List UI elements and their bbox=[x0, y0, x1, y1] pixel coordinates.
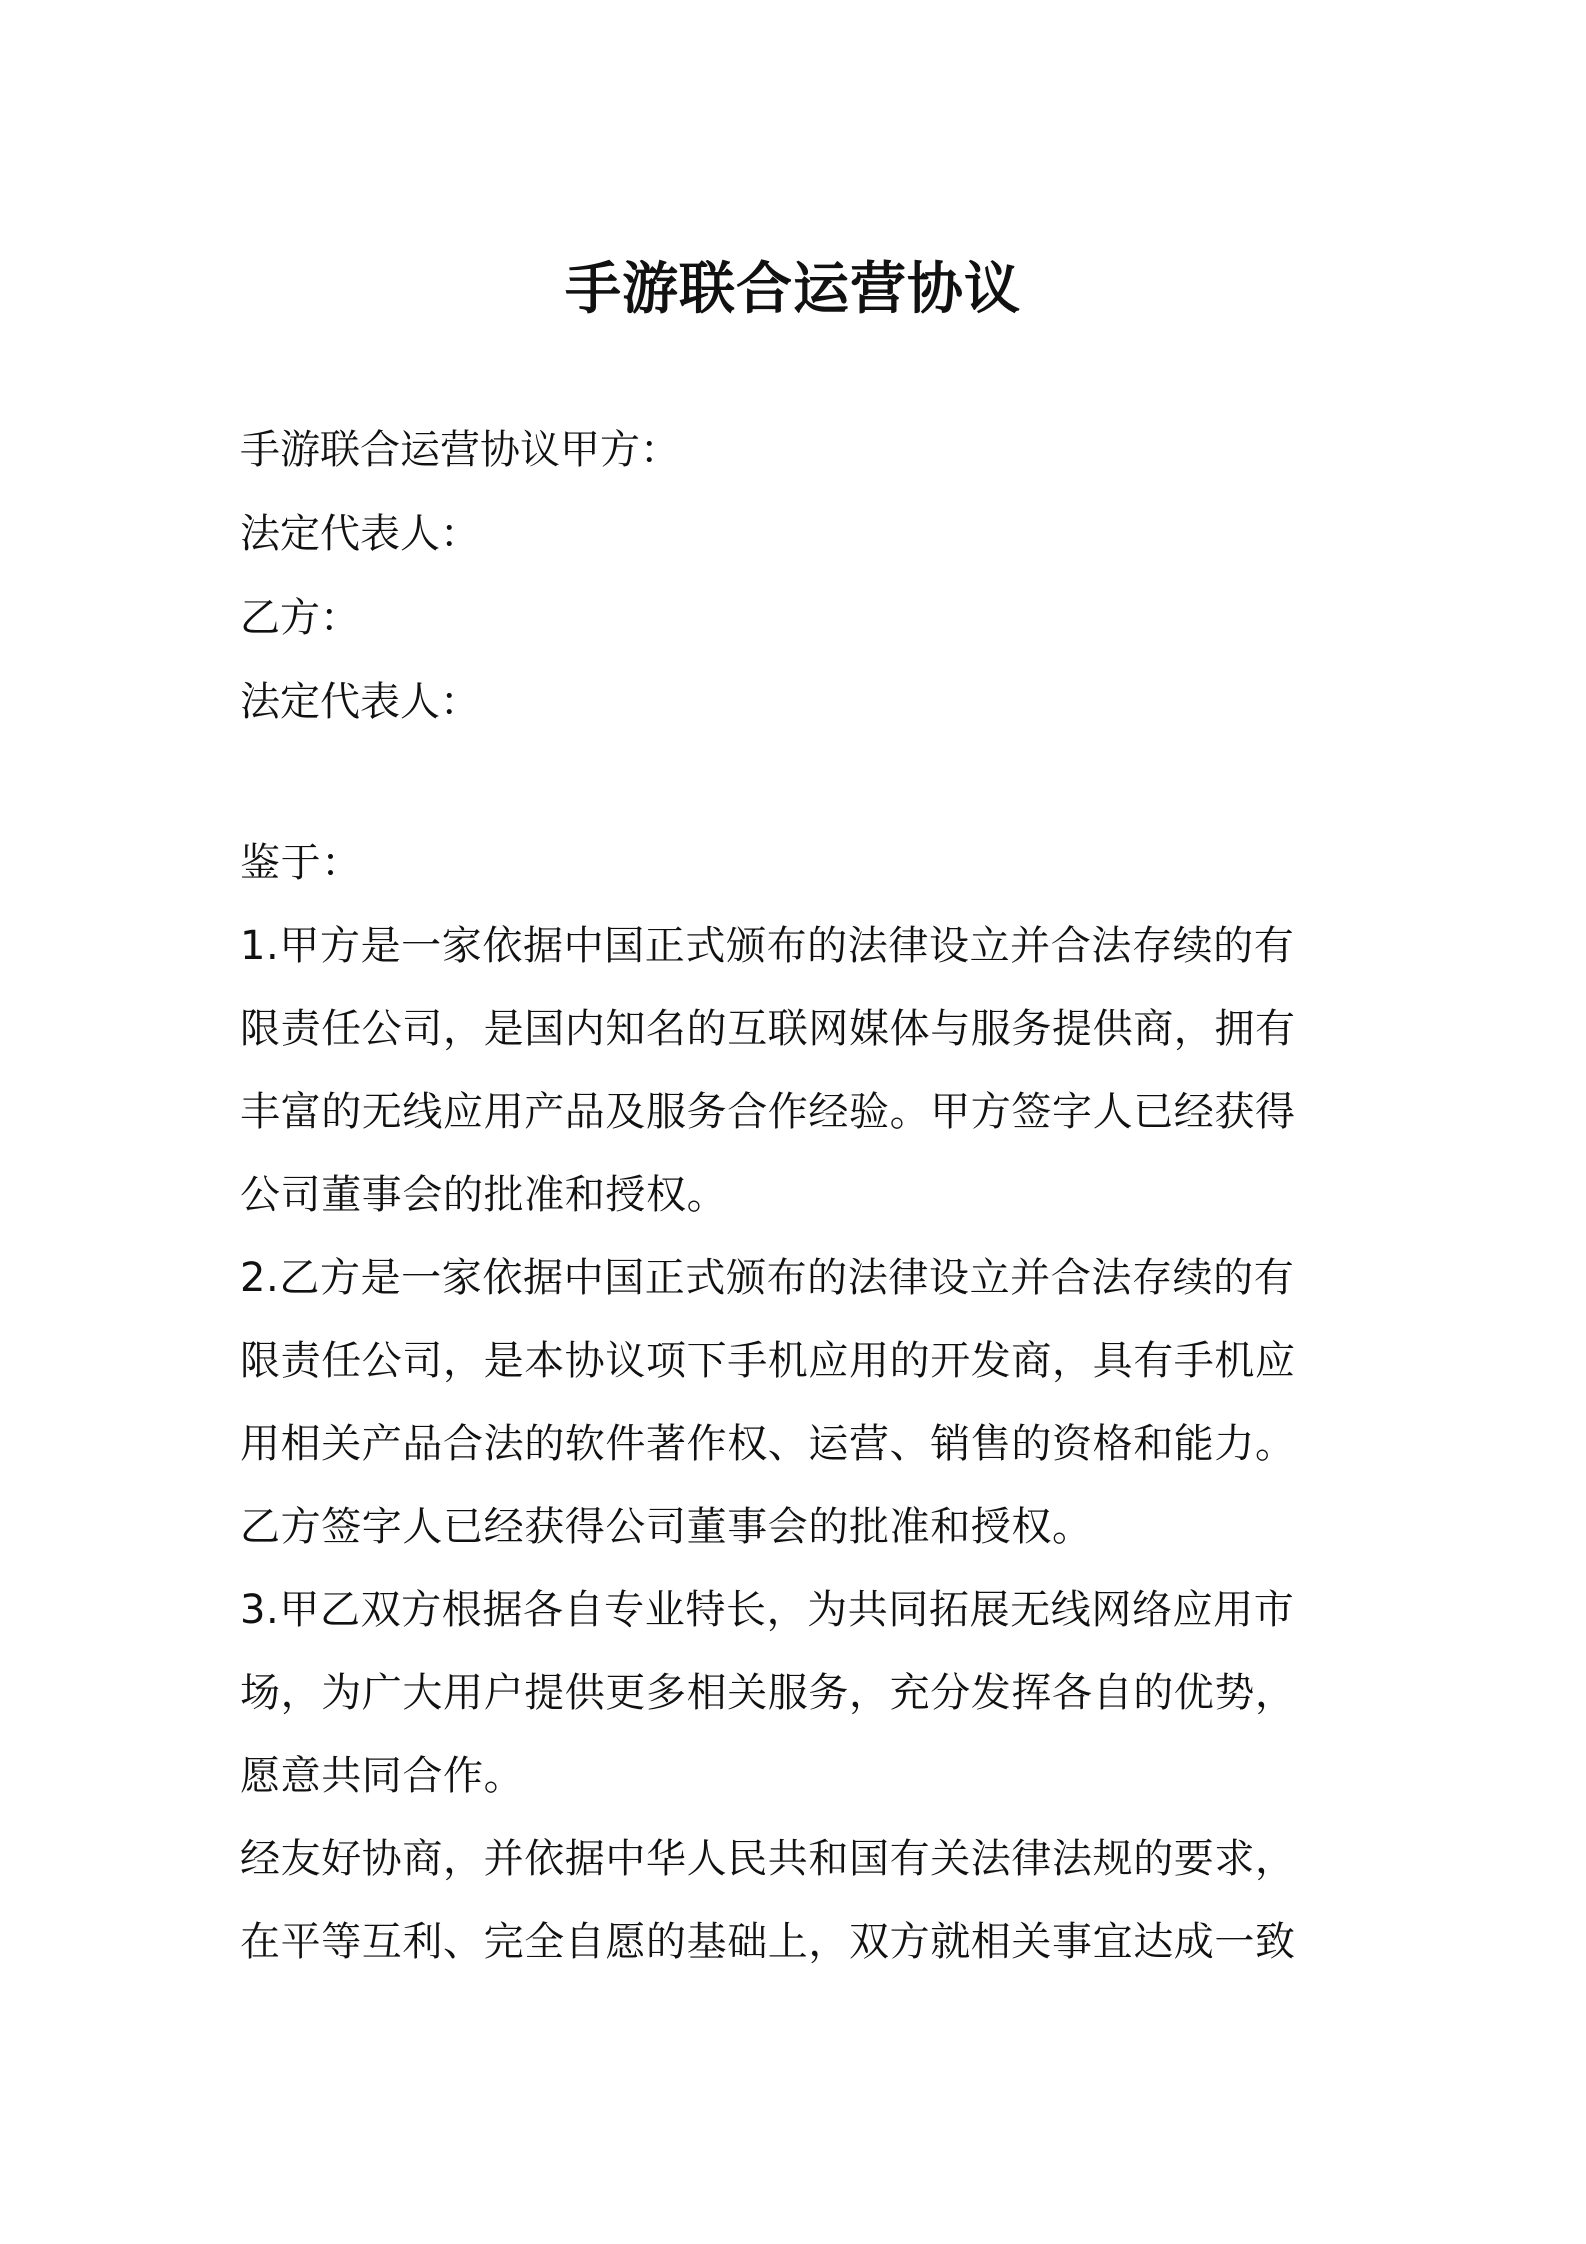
body-line: 3.甲乙双方根据各自专业特长，为共同拓展无线网络应用市 bbox=[240, 1587, 1295, 1633]
body-line: 限责任公司，是国内知名的互联网媒体与服务提供商，拥有 bbox=[240, 1006, 1296, 1052]
body-line: 场，为广大用户提供更多相关服务，充分发挥各自的优势， bbox=[240, 1670, 1296, 1716]
party-b-legal-rep-line: 法定代表人： bbox=[240, 679, 480, 725]
party-a-line: 手游联合运营协议甲方： bbox=[240, 427, 680, 473]
body-line: 愿意共同合作。 bbox=[240, 1753, 525, 1799]
document-title: 手游联合运营协议 bbox=[565, 257, 1021, 322]
party-a-legal-rep-line: 法定代表人： bbox=[240, 511, 480, 557]
body-line: 公司董事会的批准和授权。 bbox=[240, 1172, 728, 1218]
body-line: 1.甲方是一家依据中国正式颁布的法律设立并合法存续的有 bbox=[240, 923, 1295, 969]
body-line: 丰富的无线应用产品及服务合作经验。甲方签字人已经获得 bbox=[240, 1089, 1296, 1135]
body-line: 2.乙方是一家依据中国正式颁布的法律设立并合法存续的有 bbox=[240, 1255, 1295, 1301]
body-line: 乙方签字人已经获得公司董事会的批准和授权。 bbox=[240, 1504, 1093, 1550]
body-line: 在平等互利、完全自愿的基础上，双方就相关事宜达成一致 bbox=[240, 1919, 1296, 1965]
body-line: 限责任公司，是本协议项下手机应用的开发商，具有手机应 bbox=[240, 1338, 1296, 1384]
parties-block bbox=[240, 408, 1360, 744]
agreement-body bbox=[240, 822, 1360, 1984]
whereas-heading: 鉴于： bbox=[240, 840, 362, 886]
body-line: 经友好协商，并依据中华人民共和国有关法律法规的要求， bbox=[240, 1836, 1296, 1882]
party-b-line: 乙方： bbox=[240, 595, 360, 641]
body-line: 用相关产品合法的软件著作权、运营、销售的资格和能力。 bbox=[240, 1421, 1296, 1467]
